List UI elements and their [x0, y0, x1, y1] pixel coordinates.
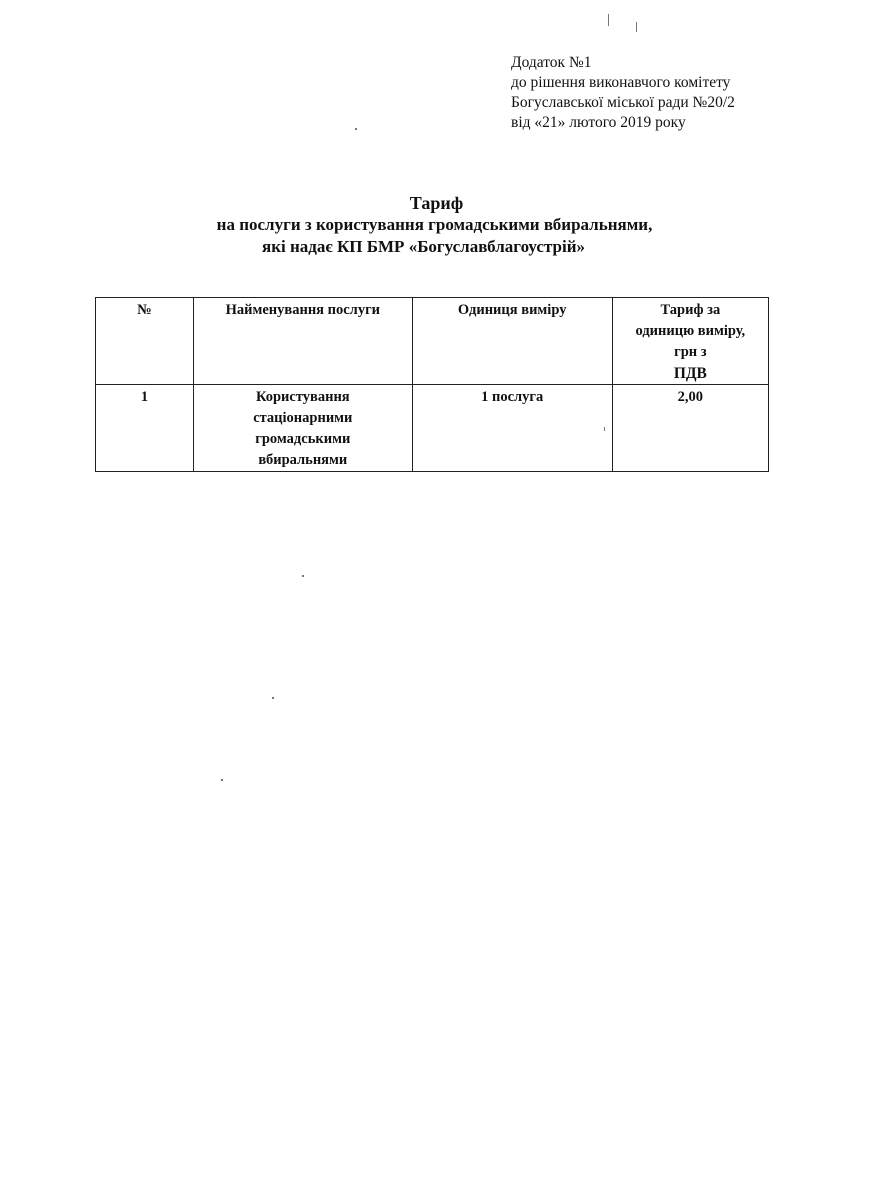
- table-row: [96, 385, 769, 472]
- scan-speck: [636, 22, 637, 32]
- header-unit: Одиниця виміру: [412, 298, 612, 385]
- row-service-line2: стаціонарними: [253, 410, 353, 426]
- row-service-line3: громадськими: [255, 431, 351, 447]
- header-tariff-line2: одиницю виміру,: [635, 323, 746, 339]
- row-number: 1: [96, 385, 194, 472]
- row-tariff: 2,00: [612, 385, 768, 472]
- row-unit: 1 послуга: [412, 385, 612, 472]
- appendix-decision-line: до рішення виконавчого комітету: [511, 74, 731, 91]
- scan-speck: [272, 697, 274, 699]
- header-tariff-line4: ПДВ: [673, 365, 707, 382]
- appendix-title: Додаток №1: [511, 54, 592, 71]
- document-subtitle-line2: які надає КП БМР «Богуславблагоустрій»: [262, 237, 585, 256]
- header-tariff: [612, 298, 768, 385]
- tariff-table: [95, 297, 769, 472]
- scan-speck: [355, 128, 357, 130]
- appendix-date-line: від «21» лютого 2019 року: [511, 114, 686, 131]
- scan-speck: [221, 779, 223, 781]
- document-title: Тариф: [409, 193, 464, 213]
- row-service-line1: Користування: [255, 389, 350, 405]
- header-number: №: [96, 298, 194, 385]
- scan-speck: [302, 575, 304, 577]
- scan-speck: [604, 427, 605, 431]
- header-tariff-line1: Тариф за: [660, 302, 721, 318]
- header-service-name: Найменування послуги: [193, 298, 412, 385]
- table-header-row: [96, 298, 769, 385]
- document-heading: [0, 192, 873, 257]
- row-service-line4: вбиральнями: [258, 452, 348, 468]
- document-subtitle-line1: на послуги з користування громадськими вбиральнями,: [216, 215, 653, 234]
- appendix-council-line: Богуславської міської ради №20/2: [511, 94, 735, 111]
- row-service-name: [193, 385, 412, 472]
- header-tariff-line3: грн з: [674, 344, 707, 360]
- scan-speck: [608, 14, 609, 26]
- appendix-block: [511, 53, 735, 133]
